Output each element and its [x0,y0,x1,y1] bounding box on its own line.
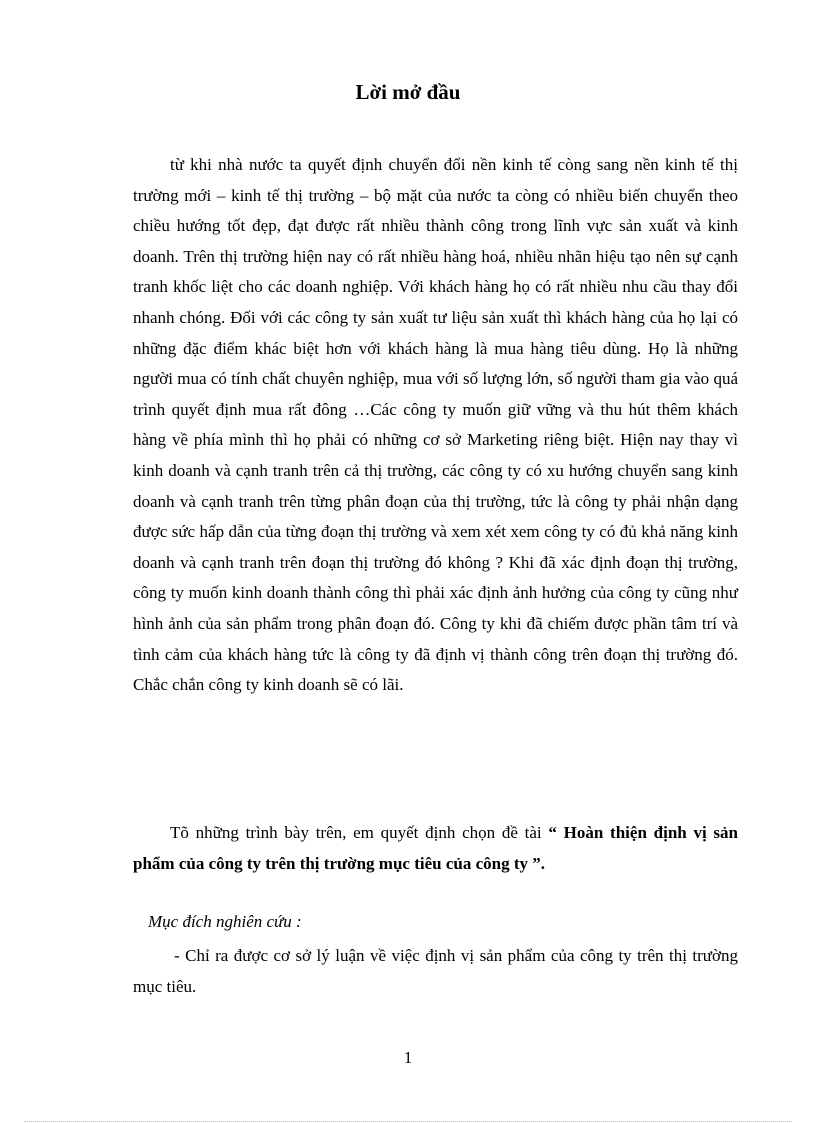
page-bottom-border [24,1121,792,1122]
topic-lead-text: Tõ những trình bày trên, em quyết định chọn đề tài [170,823,549,842]
purpose-heading: Mục đích nghiên cứu : [148,912,302,931]
topic-title-text: “ Hoàn thiện định vị sản phẩm của công ty trên thị trường mục tiêu của công ty ”. [133,823,738,873]
purpose-item: - Chỉ ra được cơ sở lý luận về việc định vị sản phẩm của công ty trên thị trường mục tiêu. [133,946,738,996]
page-number: 1 [403,1048,413,1067]
intro-paragraph: từ khi nhà nước ta quyết định chuyển đổi nền kinh tế còng sang nền kinh tế thị trường mới – kinh tế thị trường – bộ mặt của nước ta còng có nhiều biến chuyển theo chiều hướng tốt đẹp, đạt được rất nhiều thành công trong lĩnh vực sản xuất và kinh doanh. Trên thị trường hiện nay có rất nhiều hàng hoá, nhiều nhãn hiệu tạo nên sự cạnh tranh khốc liệt cho các doanh nghiệp. Với khách hàng họ có rất nhiều nhu cầu thay đổi nhanh chóng. Đối với các công ty sản xuất tư liệu sản xuất thì khách hàng của họ lại có những đặc điểm khác biệt hơn với khách hàng là mua hàng tiêu dùng. Họ là những người mua có tính chất chuyên nghiệp, mua với số lượng lớn, số người tham gia vào quá trình quyết định mua rất đông …Các công ty muốn giữ vững và thu hút thêm khách hàng về phía mình thì họ phải có những cơ sở Marketing riêng biệt. Hiện nay thay vì kinh doanh và cạnh tranh trên cả thị trường, các công ty có xu hướng chuyển sang kinh doanh và cạnh tranh trên từng phân đoạn của thị trường, tức là công ty phải nhận dạng được sức hấp dẫn của từng đoạn thị trường và xem xét xem công ty có đủ khả năng kinh doanh và cạnh tranh trên đoạn thị trường đó không ? Khi đã xác định đoạn thị trường, công ty muốn kinh doanh thành công thì phải xác định ảnh hưởng của công ty cũng như hình ảnh của sản phẩm trong phân đoạn đó. Công ty khi đã chiếm được phần tâm trí và tình cảm của khách hàng tức là công ty đã định vị thành công trên đoạn thị trường đó. Chắc chắn công ty kinh doanh sẽ có lãi. [133,155,738,695]
page-title: Lời mở đầu [355,80,461,104]
topic-paragraph [133,818,738,879]
